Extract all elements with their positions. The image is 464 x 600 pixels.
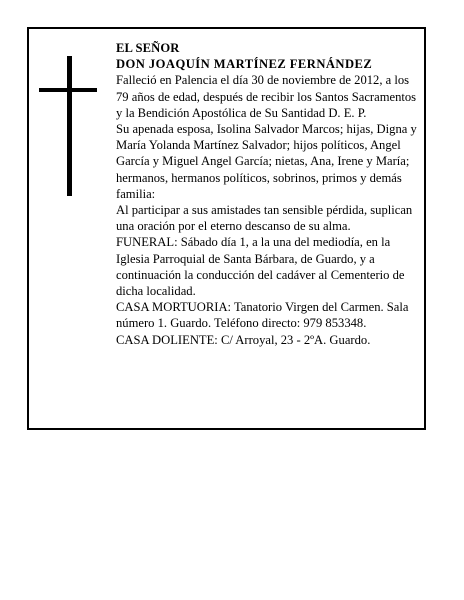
deceased-name: DON JOAQUÍN MARTÍNEZ FERNÁNDEZ	[116, 57, 373, 72]
mortuary-paragraph: CASA MORTUORIA: Tanatorio Virgen del Carmen. Sala número 1. Guardo. Teléfono directo: 979 853348.	[116, 300, 409, 331]
notice-text	[116, 40, 422, 348]
obituary-notice	[27, 27, 426, 430]
funeral-paragraph: FUNERAL: Sábado día 1, a la una del mediodía, en la Iglesia Parroquial de Santa Bárbara, de Guardo, y a continuación la conducción del cadáver al Cementerio de dicha localidad.	[116, 235, 405, 299]
death-announcement-paragraph: Falleció en Palencia el día 30 de noviembre de 2012, a los 79 años de edad, después de recibir los Santos Sacramentos y la Bendición Apostólica de Su Santidad D. E. P.	[116, 73, 417, 120]
notice-title: EL SEÑOR	[116, 41, 180, 55]
family-home-paragraph: CASA DOLIENTE: C/ Arroyal, 23 - 2ºA. Guardo.	[116, 332, 371, 347]
prayer-request-paragraph: Al participar a sus amistades tan sensible pérdida, suplican una oración por el eterno descanso de su alma.	[116, 203, 413, 234]
cross-icon	[39, 56, 97, 196]
cross-horizontal-bar	[39, 88, 97, 92]
cross-vertical-bar	[67, 56, 72, 196]
family-paragraph: Su apenada esposa, Isolina Salvador Marcos; hijas, Digna y María Yolanda Martínez Salvador; hijos políticos, Angel García y Miguel Angel García; nietas, Ana, Irene y María; hermanos, hermanos políticos, sobrinos, primos y demás familia:	[116, 122, 417, 201]
